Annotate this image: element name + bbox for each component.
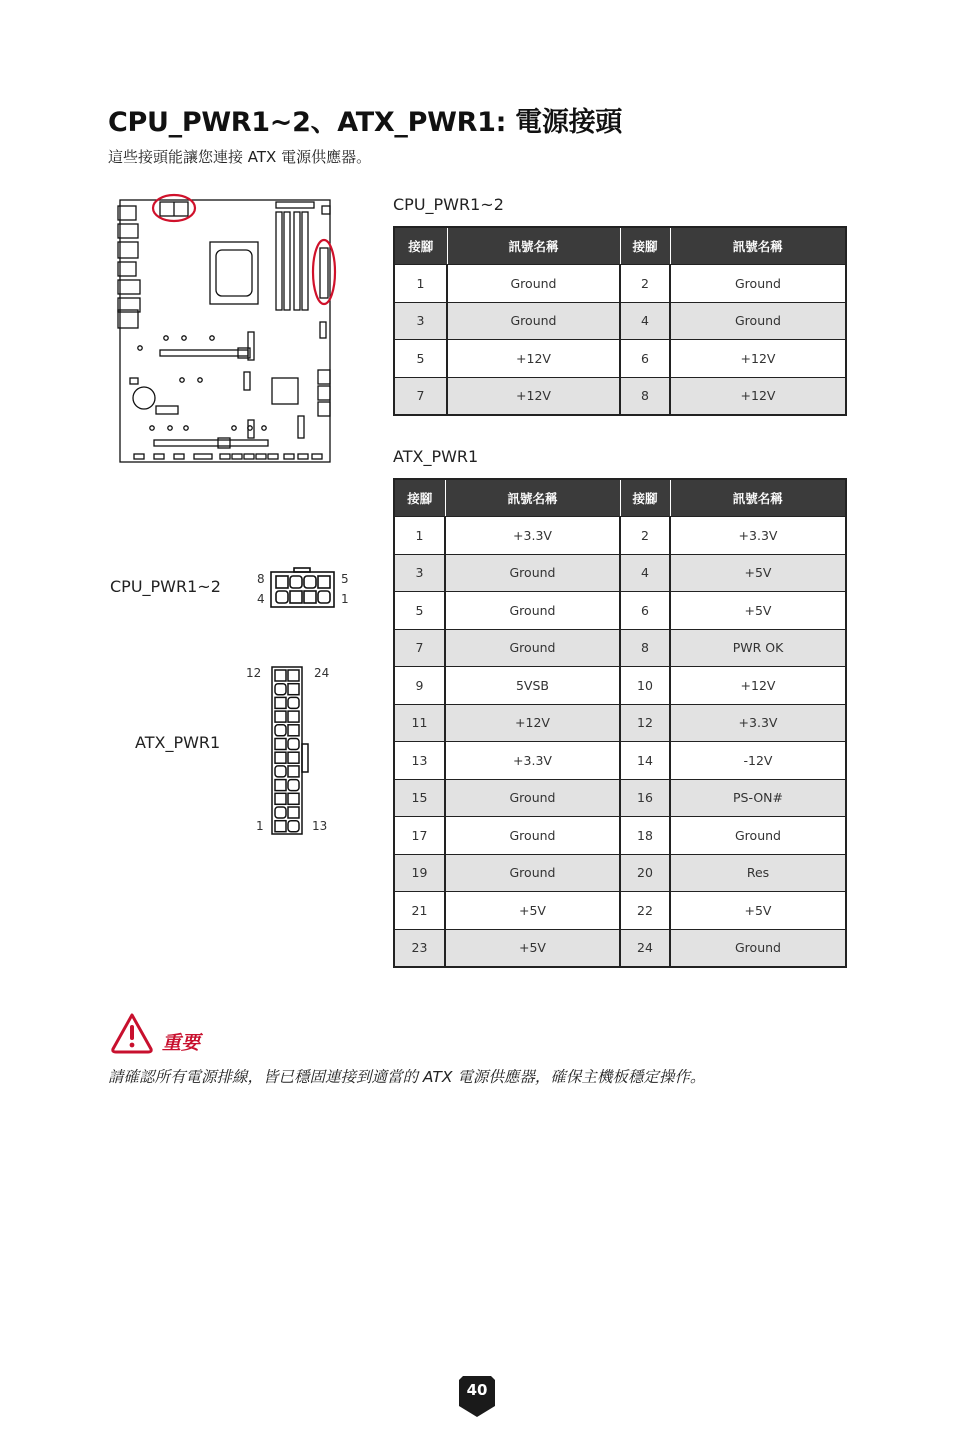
cpu-pin-4: 4 — [257, 592, 265, 606]
signal-name-cell: Ground — [445, 817, 620, 855]
pin-number-cell: 2 — [620, 265, 670, 303]
pin-number-cell: 8 — [620, 377, 670, 415]
column-header: 接腳 — [394, 227, 447, 265]
column-header: 訊號名稱 — [447, 227, 620, 265]
pin-number-cell: 20 — [620, 854, 670, 892]
atx-pin — [288, 793, 299, 804]
signal-name-cell: Ground — [447, 265, 620, 303]
signal-name-cell: +12V — [670, 667, 846, 705]
atx-pin-1: 1 — [256, 819, 264, 833]
pin-number-cell: 17 — [394, 817, 445, 855]
signal-name-cell: -12V — [670, 742, 846, 780]
connector-latch — [302, 744, 308, 772]
table-row — [394, 340, 846, 378]
page-number: 40 — [466, 1381, 488, 1399]
cpu-pin-1: 1 — [341, 592, 349, 606]
signal-name-cell: +12V — [670, 340, 846, 378]
atx-pwr-highlight — [313, 240, 335, 304]
column-header: 接腳 — [620, 479, 670, 517]
atx-pin — [275, 807, 286, 818]
table-row — [394, 554, 846, 592]
cpu-pin-5: 5 — [341, 572, 349, 586]
signal-name-cell: Ground — [445, 779, 620, 817]
signal-name-cell: Ground — [670, 929, 846, 967]
atx-pin — [288, 766, 299, 777]
signal-name-cell: PWR OK — [670, 629, 846, 667]
page-title: CPU_PWR1~2、ATX_PWR1: 電源接頭 — [108, 107, 622, 138]
pin-number-cell: 7 — [394, 377, 447, 415]
signal-name-cell: 5VSB — [445, 667, 620, 705]
signal-name-cell: Ground — [445, 854, 620, 892]
atx-pin — [275, 821, 286, 832]
pin-number-cell: 1 — [394, 517, 445, 555]
signal-name-cell: +3.3V — [670, 704, 846, 742]
signal-name-cell: Ground — [445, 554, 620, 592]
pin-number-cell: 5 — [394, 592, 445, 630]
signal-name-cell: Ground — [670, 817, 846, 855]
cpu-table-caption: CPU_PWR1~2 — [393, 195, 504, 214]
pin-number-cell: 7 — [394, 629, 445, 667]
atx-table-caption: ATX_PWR1 — [393, 447, 479, 466]
atx-pin — [275, 793, 286, 804]
warning-icon — [110, 1012, 154, 1054]
atx-pin — [275, 780, 286, 791]
table-row — [394, 667, 846, 705]
atx-pin — [275, 752, 286, 763]
pin-number-cell: 6 — [620, 592, 670, 630]
signal-name-cell: +5V — [445, 892, 620, 930]
atx-connector-label: ATX_PWR1 — [135, 733, 221, 752]
atx-pin-24: 24 — [314, 666, 330, 680]
signal-name-cell: Ground — [445, 629, 620, 667]
column-header: 接腳 — [620, 227, 670, 265]
column-header: 訊號名稱 — [670, 479, 846, 517]
atx-pin — [275, 739, 286, 750]
pin-number-cell: 6 — [620, 340, 670, 378]
signal-name-cell: +3.3V — [445, 517, 620, 555]
column-header: 訊號名稱 — [445, 479, 620, 517]
table-row — [394, 817, 846, 855]
atx-pin — [275, 697, 286, 708]
pin-number-cell: 1 — [394, 265, 447, 303]
pin-number-cell: 18 — [620, 817, 670, 855]
pin-number-cell: 19 — [394, 854, 445, 892]
atx-pin — [288, 684, 299, 695]
table-row — [394, 929, 846, 967]
signal-name-cell: +12V — [670, 377, 846, 415]
warning-label: 重要 — [162, 1032, 201, 1054]
signal-name-cell: PS-ON# — [670, 779, 846, 817]
signal-name-cell: Ground — [670, 302, 846, 340]
pin-number-cell: 3 — [394, 554, 445, 592]
table-row — [394, 629, 846, 667]
atx-pin — [275, 684, 286, 695]
atx-pin — [288, 697, 299, 708]
atx-24pin-connector-icon — [271, 666, 313, 836]
pin-number-cell: 13 — [394, 742, 445, 780]
cpu-pwr-table — [393, 226, 847, 416]
atx-pin — [288, 711, 299, 722]
pin-number-cell: 9 — [394, 667, 445, 705]
pin-number-cell: 4 — [620, 554, 670, 592]
atx-pin — [288, 670, 299, 681]
pin-number-cell: 22 — [620, 892, 670, 930]
pin-number-cell: 16 — [620, 779, 670, 817]
signal-name-cell: +12V — [447, 340, 620, 378]
atx-pin — [275, 670, 286, 681]
intro-text: 這些接頭能讓您連接 ATX 電源供應器。 — [108, 148, 372, 166]
signal-name-cell: Ground — [670, 265, 846, 303]
table-header-row — [394, 227, 846, 265]
atx-pin — [288, 807, 299, 818]
motherboard-diagram — [114, 188, 342, 468]
table-row — [394, 779, 846, 817]
atx-pin — [275, 711, 286, 722]
pin-number-cell: 21 — [394, 892, 445, 930]
pin-number-cell: 10 — [620, 667, 670, 705]
column-header: 訊號名稱 — [670, 227, 846, 265]
pin-number-cell: 5 — [394, 340, 447, 378]
atx-pin — [275, 766, 286, 777]
signal-name-cell: Ground — [447, 302, 620, 340]
atx-pin-12: 12 — [246, 666, 262, 680]
pin-number-cell: 14 — [620, 742, 670, 780]
table-row — [394, 265, 846, 303]
pin-number-cell: 8 — [620, 629, 670, 667]
table-header-row — [394, 479, 846, 517]
column-header: 接腳 — [394, 479, 445, 517]
atx-pin — [288, 780, 299, 791]
signal-name-cell: +5V — [670, 554, 846, 592]
atx-pin — [288, 821, 299, 832]
table-row — [394, 517, 846, 555]
pin-number-cell: 23 — [394, 929, 445, 967]
table-row — [394, 377, 846, 415]
warning-text: 請確認所有電源排線，皆已穩固連接到適當的 ATX 電源供應器，確保主機板穩定操作。 — [108, 1068, 706, 1086]
table-row — [394, 892, 846, 930]
signal-name-cell: Ground — [445, 592, 620, 630]
signal-name-cell: +5V — [670, 592, 846, 630]
atx-pin — [288, 739, 299, 750]
table-row — [394, 704, 846, 742]
signal-name-cell: +3.3V — [445, 742, 620, 780]
table-row — [394, 854, 846, 892]
table-row — [394, 592, 846, 630]
cpu-pin-8: 8 — [257, 572, 265, 586]
pin-number-cell: 12 — [620, 704, 670, 742]
signal-name-cell: +5V — [670, 892, 846, 930]
pin-number-cell: 4 — [620, 302, 670, 340]
pin-number-cell: 11 — [394, 704, 445, 742]
pin-number-cell: 2 — [620, 517, 670, 555]
table-row — [394, 302, 846, 340]
signal-name-cell: Res — [670, 854, 846, 892]
signal-name-cell: +12V — [445, 704, 620, 742]
cpu-connector-label: CPU_PWR1~2 — [110, 577, 221, 596]
atx-pin — [288, 752, 299, 763]
pin-number-cell: 3 — [394, 302, 447, 340]
pin-number-cell: 24 — [620, 929, 670, 967]
cpu-8pin-connector-icon — [270, 567, 336, 609]
signal-name-cell: +3.3V — [670, 517, 846, 555]
pin-number-cell: 15 — [394, 779, 445, 817]
atx-pin-13: 13 — [312, 819, 328, 833]
signal-name-cell: +12V — [447, 377, 620, 415]
table-row — [394, 742, 846, 780]
connector-housing — [272, 667, 302, 834]
atx-pin — [275, 725, 286, 736]
signal-name-cell: +5V — [445, 929, 620, 967]
atx-pwr-table — [393, 478, 847, 968]
atx-pin — [288, 725, 299, 736]
